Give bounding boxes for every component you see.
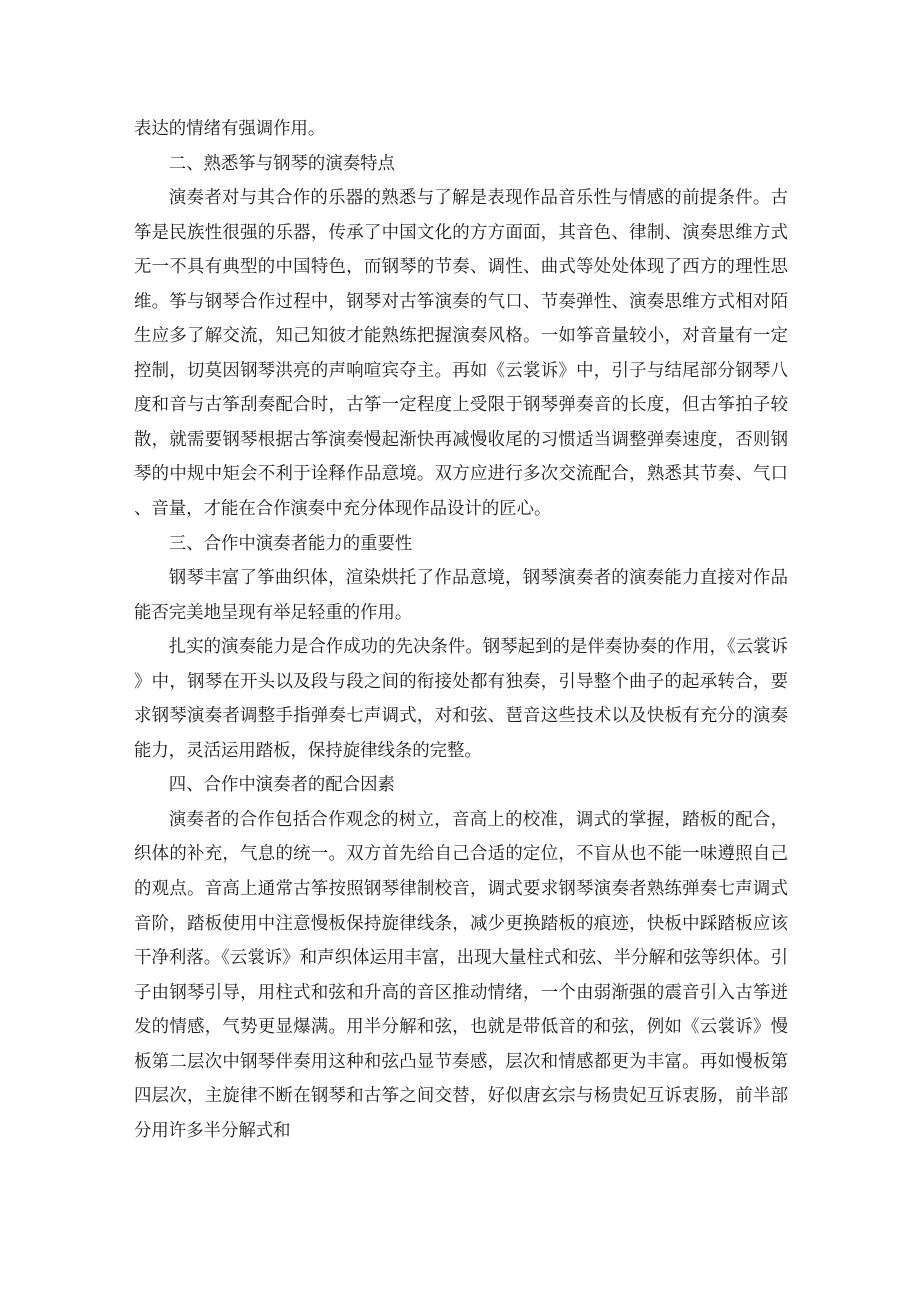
paragraph-continuation: 表达的情绪有强调作用。: [134, 119, 326, 139]
paragraph-instrument-familiarity: 演奏者对与其合作的乐器的熟悉与了解是表现作品音乐性与情感的前提条件。古筝是民族性很强的乐器，传承了中国文化的方方面面，其音色、律制、演奏思维方式无一不具有典型的中国特色，而钢琴的节奏、调性、曲式等处处体现了西方的理性思维。筝与钢琴合作过程中，钢琴对古筝演奏的气口、节奏弹性、演奏思维方式相对陌生应多了解交流，知己知彼才能熟练把握演奏风格。一如筝音量较小，对音量有一定控制，切莫因钢琴洪亮的声响喧宾夺主。再如《云裳诉》中，引子与结尾部分钢琴八度和音与古筝刮奏配合时，古筝一定程度上受限于钢琴弹奏音的长度，但古筝拍子较散，就需要钢琴根据古筝演奏慢起渐快再减慢收尾的习惯适当调整弹奏速度，否则钢琴的中规中矩会不利于诠释作品意境。双方应进行多次交流配合，熟悉其节奏、气口、音量，才能在合作演奏中充分体现作品设计的匠心。: [134, 188, 788, 520]
section-heading-3: 三、合作中演奏者能力的重要性: [168, 533, 413, 554]
section-heading-2: 二、熟悉筝与钢琴的演奏特点: [168, 153, 395, 174]
paragraph-performance-ability: 扎实的演奏能力是合作成功的先决条件。钢琴起到的是伴奏协奏的作用，《云裳诉》中，钢琴在开头以及段与段之间的衔接处都有独奏，引导整个曲子的起承转合，要求钢琴演奏者调整手指弹奏七声调式，对和弦、琶音这些技术以及快板有充分的演奏能力，灵活运用踏板，保持旋律线条的完整。: [134, 637, 788, 761]
paragraph-cooperation-factors: 演奏者的合作包括合作观念的树立，音高上的校准，调式的掌握，踏板的配合，织体的补充，气息的统一。双方首先给自己合适的定位，不盲从也不能一味遵照自己的观点。音高上通常古筝按照钢琴律制校音，调式要求钢琴演奏者熟练弹奏七声调式音阶，踏板使用中注意慢板保持旋律线条，减少更换踏板的痕迹，快板中踩踏板应该干净利落。《云裳诉》和声织体运用丰富，出现大量柱式和弦、半分解和弦等织体。引子由钢琴引导，用柱式和弦和升高的音区推动情绪，一个由弱渐强的震音引入古筝迸发的情感，气势更显爆满。用半分解和弦，也就是带低音的和弦，例如《云裳诉》慢板第二层次中钢琴伴奏用这种和弦凸显节奏感，层次和情感都更为丰富。再如慢板第四层次，主旋律不断在钢琴和古筝之间交替，好似唐玄宗与杨贵妃互诉衷肠，前半部分用许多半分解式和: [134, 809, 788, 1141]
paragraph-piano-role: 钢琴丰富了筝曲织体，渲染烘托了作品意境，钢琴演奏者的演奏能力直接对作品能否完美地呈现有举足轻重的作用。: [134, 568, 788, 623]
section-heading-4: 四、合作中演奏者的配合因素: [168, 775, 395, 796]
document-body: [134, 112, 788, 1148]
